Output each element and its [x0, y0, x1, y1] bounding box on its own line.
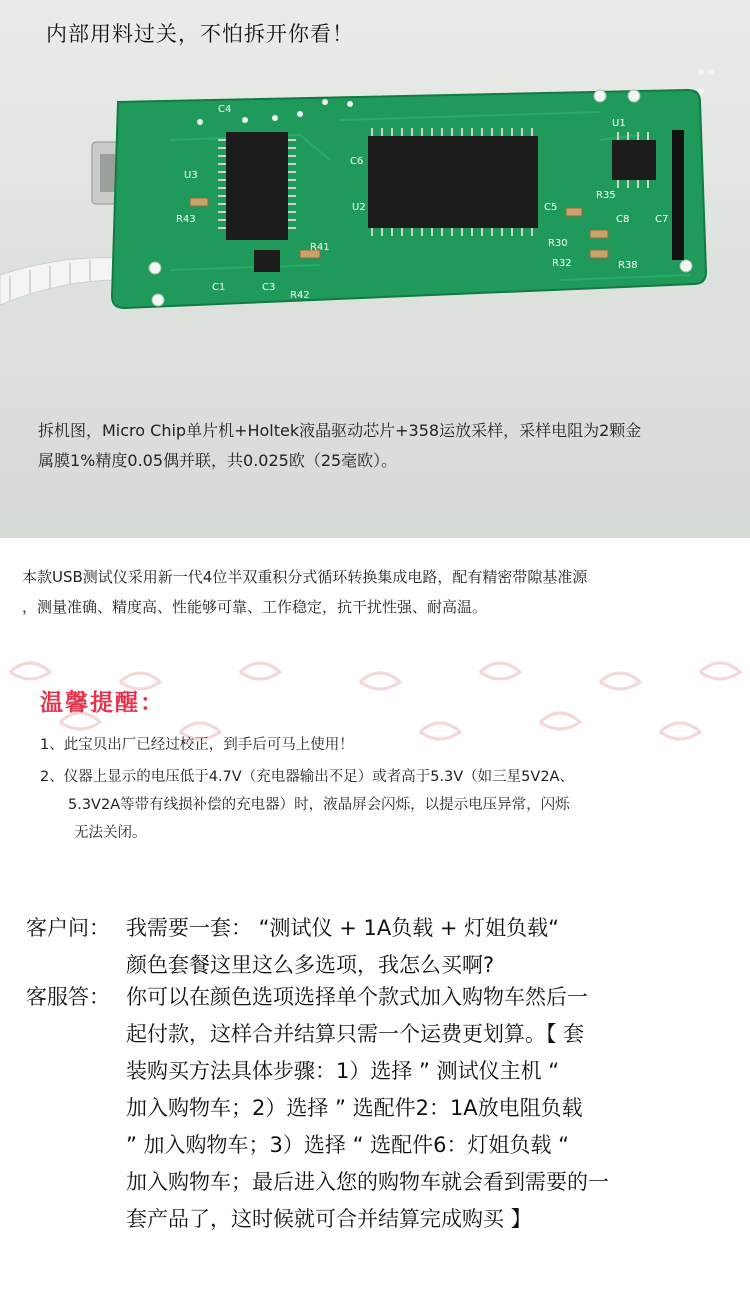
- silk-label: U3: [184, 170, 198, 181]
- silk-label: C4: [218, 104, 232, 115]
- transistor: [254, 250, 280, 272]
- silk-label: C6: [350, 156, 364, 167]
- product-description: [22, 562, 742, 622]
- answer-line: 加入购物车；2）选择 ” 选配件2：1A放电阻负载: [126, 1096, 583, 1120]
- answer-line: 装购买方法具体步骤：1）选择 ” 测试仪主机 “: [126, 1059, 560, 1083]
- answer-text: [126, 979, 726, 1238]
- answer-label: 客服答：: [26, 985, 110, 1009]
- microchip-mcu: [368, 136, 538, 228]
- question-line: 颜色套餐这里这么多选项，我怎么买啊?: [126, 953, 495, 977]
- silk-label: U1: [612, 118, 626, 129]
- answer-line: ” 加入购物车；3）选择 “ 选配件6：灯姐负载 “: [126, 1133, 570, 1157]
- silk-label: R43: [176, 214, 196, 225]
- tip-line: 5.3V2A等带有线损补偿的充电器）时，液晶屏会闪烁，以提示电压异常，闪烁: [68, 797, 570, 813]
- silk-label: C8: [616, 214, 630, 225]
- usb-cable: [0, 258, 120, 305]
- tip-line: 无法关闭。: [74, 825, 147, 841]
- silk-label: R42: [290, 290, 310, 301]
- silk-label: C5: [544, 202, 558, 213]
- answer-line: 你可以在颜色选项选择单个款式加入购物车然后一: [126, 985, 588, 1009]
- silk-label: R32: [552, 258, 572, 269]
- caption-line: 拆机图，Micro Chip单片机+Holtek液晶驱动芯片+358运放采样，采样电阻为2颗金: [38, 421, 642, 440]
- description-line: ，测量准确、精度高、性能够可靠、工作稳定，抗干扰性强、耐高温。: [22, 598, 488, 616]
- silk-label: R38: [618, 260, 638, 271]
- tip-1: 1、此宝贝出厂已经过校正，到手后可马上使用！: [40, 737, 354, 753]
- teardown-caption: [38, 416, 728, 476]
- silk-label: R30: [548, 238, 568, 249]
- question-text: [126, 910, 726, 984]
- silk-label: U2: [352, 202, 366, 213]
- holtek-lcd-driver-chip: [226, 132, 288, 240]
- top-section: [0, 0, 750, 538]
- question-line: 我需要一套： “测试仪 + 1A负载 + 灯姐负载“: [126, 916, 560, 940]
- description-line: 本款USB测试仪采用新一代4位半双重积分式循环转换集成电路，配有精密带隙基准源: [22, 568, 588, 586]
- silk-label: C3: [262, 282, 276, 293]
- silk-label: R41: [310, 242, 330, 253]
- edge-connector: [672, 130, 684, 260]
- page-title: 内部用料过关，不怕拆开你看！: [46, 22, 354, 46]
- answer-line: 加入购物车；最后进入您的购物车就会看到需要的一: [126, 1170, 609, 1194]
- answer-line: 起付款，这样合并结算只需一个运费更划算。【 套: [126, 1022, 585, 1046]
- decorative-dots: [696, 60, 724, 76]
- silk-label: C7: [655, 214, 669, 225]
- question-label: 客户问：: [26, 916, 110, 940]
- answer-line: 套产品了，这时候就可合并结算完成购买 】: [126, 1207, 532, 1231]
- tip-line: 2、仪器上显示的电压低于4.7V（充电器输出不足）或者高于5.3V（如三星5V2A、: [40, 769, 574, 785]
- caption-line: 属膜1%精度0.05偶并联，共0.025欧（25毫欧）。: [38, 451, 398, 470]
- silk-label: C1: [212, 282, 226, 293]
- silk-label: R35: [596, 190, 616, 201]
- reminder-title: 温馨提醒：: [40, 690, 165, 716]
- tip-2: [40, 763, 720, 847]
- pcb-teardown-photo: [0, 80, 750, 330]
- opamp-358-chip: [612, 140, 656, 180]
